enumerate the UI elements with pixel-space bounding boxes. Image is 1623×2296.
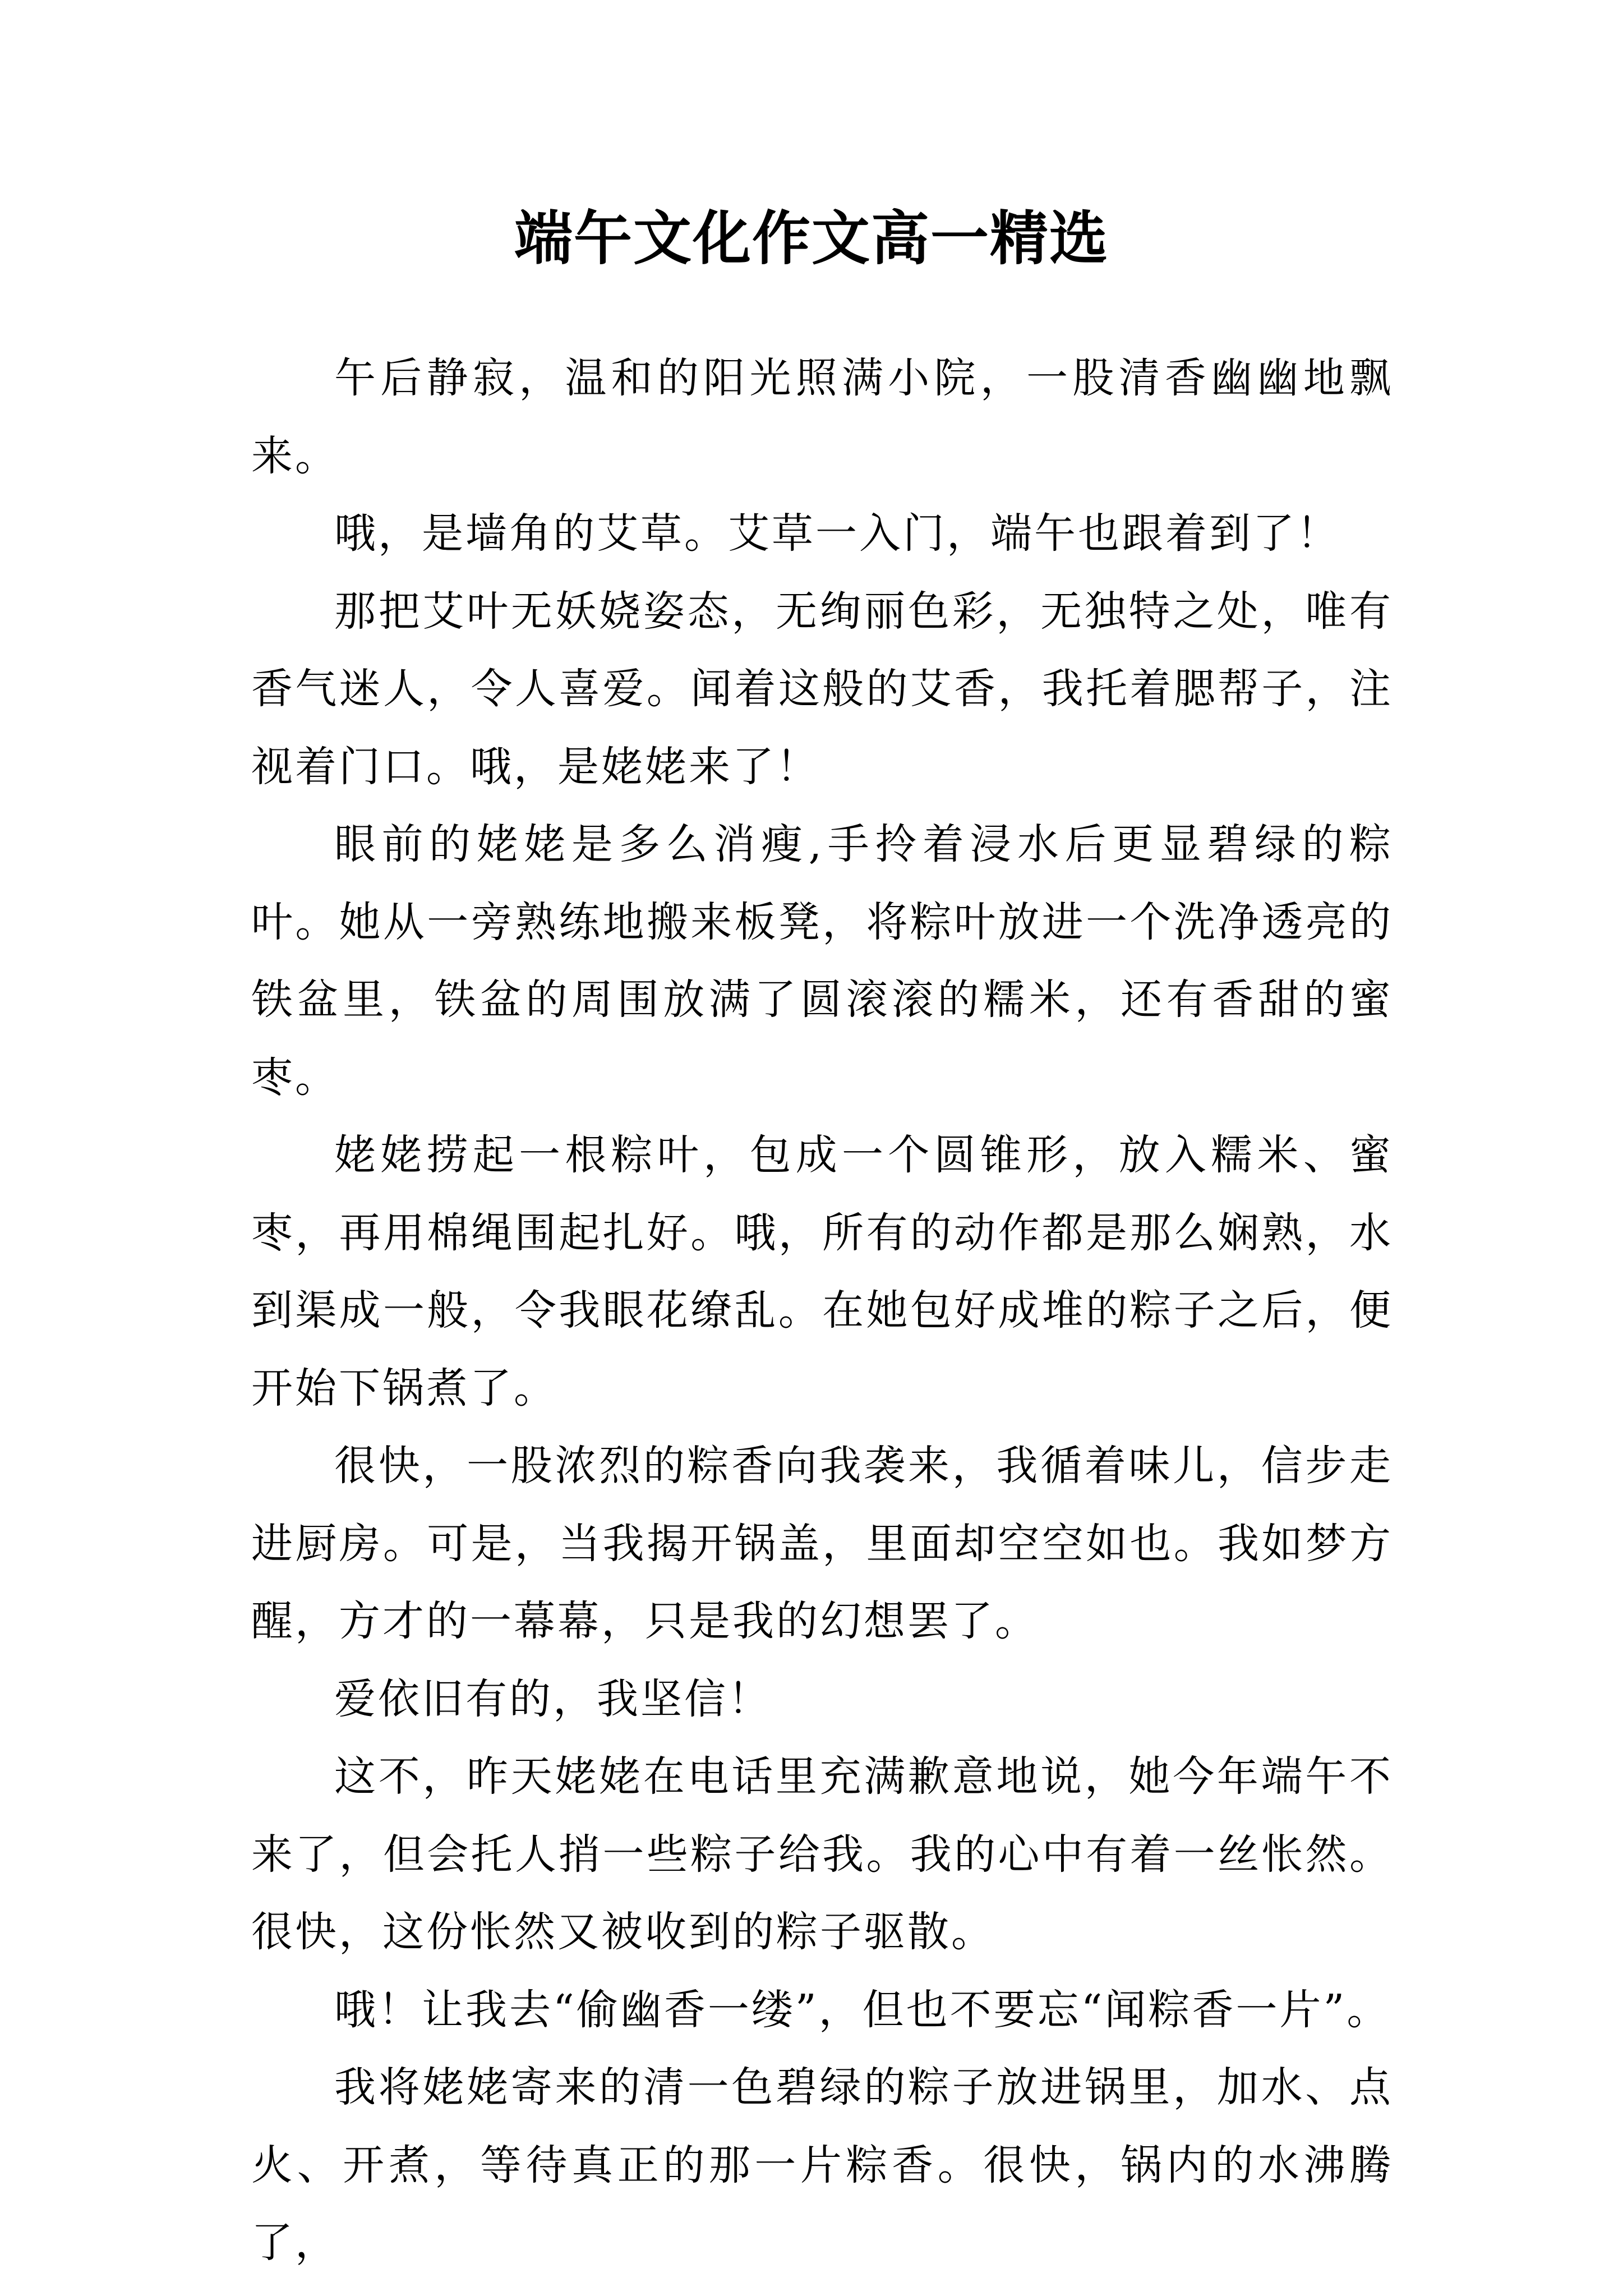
paragraph: 我将姥姥寄来的清一色碧绿的粽子放进锅里，加水、点火、开煮，等待真正的那一片粽香。很快，锅内的水沸腾了， (251, 2063, 1393, 2267)
paragraph: 哦，是墙角的艾草。艾草一入门，端午也跟着到了！ (334, 509, 1340, 558)
paragraph: 眼前的姥姥是多么消瘦,手拎着浸水后更显碧绿的粽叶。她从一旁熟练地搬来板凳，将粽叶放进一个洗净透亮的铁盆里，铁盆的周围放满了圆滚滚的糯米，还有香甜的蜜枣。 (251, 820, 1393, 1102)
paragraph: 午后静寂，温和的阳光照满小院，一股清香幽幽地飘来。 (251, 354, 1393, 480)
paragraph: 很快，一股浓烈的粽香向我袭来，我循着味儿，信步走进厨房。可是，当我揭开锅盖，里面却空空如也。我如梦方醒，方才的一幕幕，只是我的幻想罢了。 (251, 1442, 1393, 1645)
paragraph: 爱依旧有的，我坚信！ (334, 1674, 772, 1723)
document-title: 端午文化作文高一精选 (514, 204, 1109, 273)
paragraph: 这不，昨天姥姥在电话里充满歉意地说，她今年端午不来了，但会托人捎一些粽子给我。我的心中有着一丝怅然。很快，这份怅然又被收到的粽子驱散。 (251, 1752, 1393, 1956)
paragraph: 姥姥捞起一根粽叶，包成一个圆锥形，放入糯米、蜜枣，再用棉绳围起扎好。哦，所有的动作都是那么娴熟，水到渠成一般，令我眼花缭乱。在她包好成堆的粽子之后，便开始下锅煮了。 (251, 1131, 1393, 1412)
paragraph: 哦！让我去“偷幽香一缕”，但也不要忘“闻粽香一片”。 (334, 1985, 1391, 2034)
document-body (251, 339, 1393, 2282)
paragraph: 那把艾叶无妖娆姿态，无绚丽色彩，无独特之处，唯有香气迷人，令人喜爱。闻着这般的艾香，我托着腮帮子，注视着门口。哦，是姥姥来了！ (251, 587, 1393, 791)
